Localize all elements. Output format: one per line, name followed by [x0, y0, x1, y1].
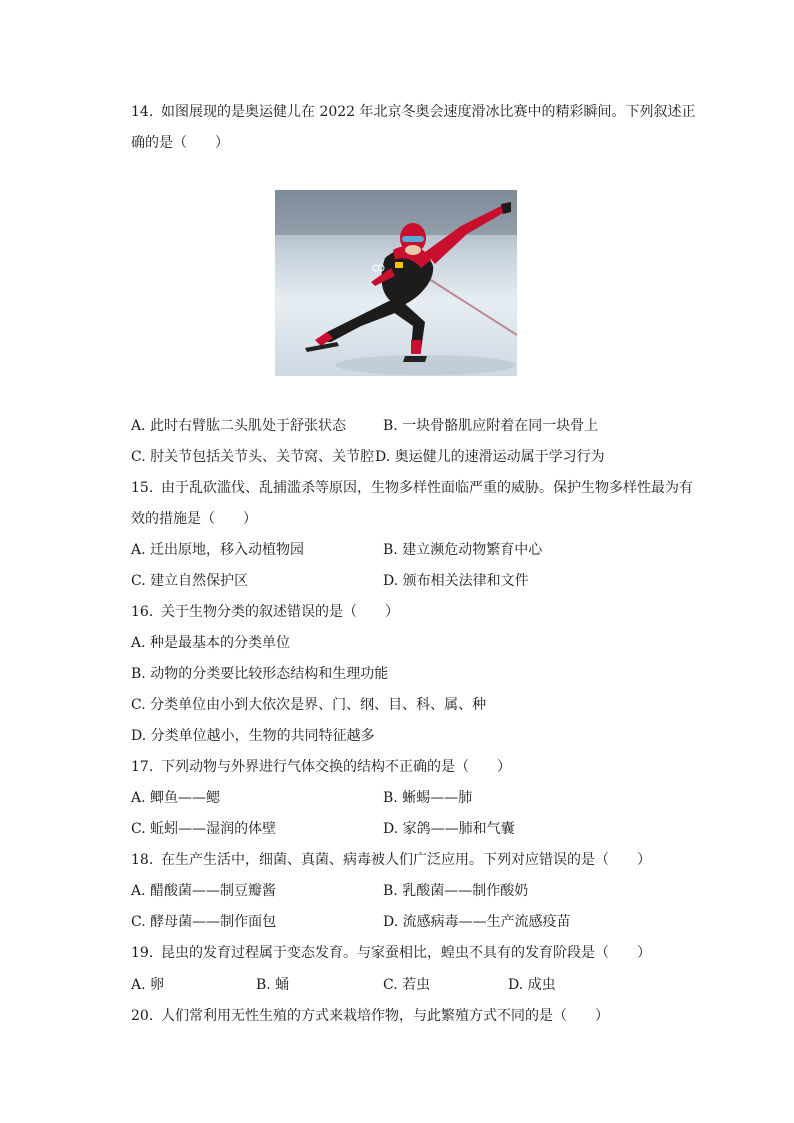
q19-option-b: B. 蛹 [256, 977, 290, 993]
q18-option-d: D. 流感病毒——生产流感疫苗 [383, 914, 571, 930]
speed-skater-illustration [275, 190, 517, 376]
q18-option-c: C. 酵母菌——制作面包 [131, 914, 277, 930]
q19-option-c: C. 若虫 [383, 977, 431, 993]
q17-option-d: D. 家鸽——肺和气囊 [383, 821, 515, 837]
question-18-stem: 18. 在生产生活中，细菌、真菌、病毒被人们广泛应用。下列对应错误的是（ ） [131, 852, 651, 868]
q16-option-c: C. 分类单位由小到大依次是界、门、纲、目、科、属、种 [131, 697, 487, 713]
q16-option-d: D. 分类单位越小，生物的共同特征越多 [131, 728, 375, 744]
question-number: 17. [131, 759, 154, 775]
q15-option-c: C. 建立自然保护区 [131, 573, 249, 589]
question-15-stem-line2: 效的措施是（ ） [131, 511, 257, 527]
q16-option-b: B. 动物的分类要比较形态结构和生理功能 [131, 666, 389, 682]
q19-option-a: A. 卵 [131, 977, 165, 993]
q14-option-a: A. 此时右臂肱二头肌处于舒张状态 [131, 418, 347, 434]
question-20-stem: 20. 人们常利用无性生殖的方式来栽培作物，与此繁殖方式不同的是（ ） [131, 1008, 609, 1024]
q14-option-c: C. 肘关节包括关节头、关节窝、关节腔 [131, 449, 375, 465]
q18-option-a: A. 醋酸菌——制豆瓣酱 [131, 883, 277, 899]
question-number: 15. [131, 480, 154, 496]
q17-option-a: A. 鲫鱼——鳃 [131, 790, 221, 806]
question-19-stem: 19. 昆虫的发育过程属于变态发育。与家蚕相比，蝗虫不具有的发育阶段是（ ） [131, 945, 651, 961]
q15-option-b: B. 建立濒危动物繁育中心 [383, 542, 543, 558]
question-number: 14. [131, 104, 154, 120]
q17-option-b: B. 蜥蜴——肺 [383, 790, 473, 806]
question-number: 20. [131, 1008, 154, 1024]
question-17-stem: 17. 下列动物与外界进行气体交换的结构不正确的是（ ） [131, 759, 511, 775]
q14-option-d: D. 奥运健儿的速滑运动属于学习行为 [375, 449, 605, 465]
q18-option-b: B. 乳酸菌——制作酸奶 [383, 883, 529, 899]
question-16-stem: 16. 关于生物分类的叙述错误的是（ ） [131, 604, 399, 620]
speed-skater-photo [275, 190, 517, 376]
q16-option-a: A. 种是最基本的分类单位 [131, 635, 291, 651]
question-number: 18. [131, 852, 154, 868]
q19-option-d: D. 成虫 [508, 977, 556, 993]
q15-option-d: D. 颁布相关法律和文件 [383, 573, 529, 589]
question-15-stem-line1: 15. 由于乱砍滥伐、乱捕滥杀等原因，生物多样性面临严重的威胁。保护生物多样性最为有 [131, 480, 693, 496]
q14-option-b: B. 一块骨骼肌应附着在同一块骨上 [383, 418, 599, 434]
question-number: 19. [131, 945, 154, 961]
q15-option-a: A. 迁出原地，移入动植物园 [131, 542, 305, 558]
question-14-stem-line1: 14. 如图展现的是奥运健儿在 2022 年北京冬奥会速度滑冰比赛中的精彩瞬间。下列叙述正 [131, 104, 696, 120]
question-number: 16. [131, 604, 154, 620]
question-14-stem-line2: 确的是（ ） [131, 135, 229, 151]
q17-option-c: C. 蚯蚓——湿润的体壁 [131, 821, 277, 837]
